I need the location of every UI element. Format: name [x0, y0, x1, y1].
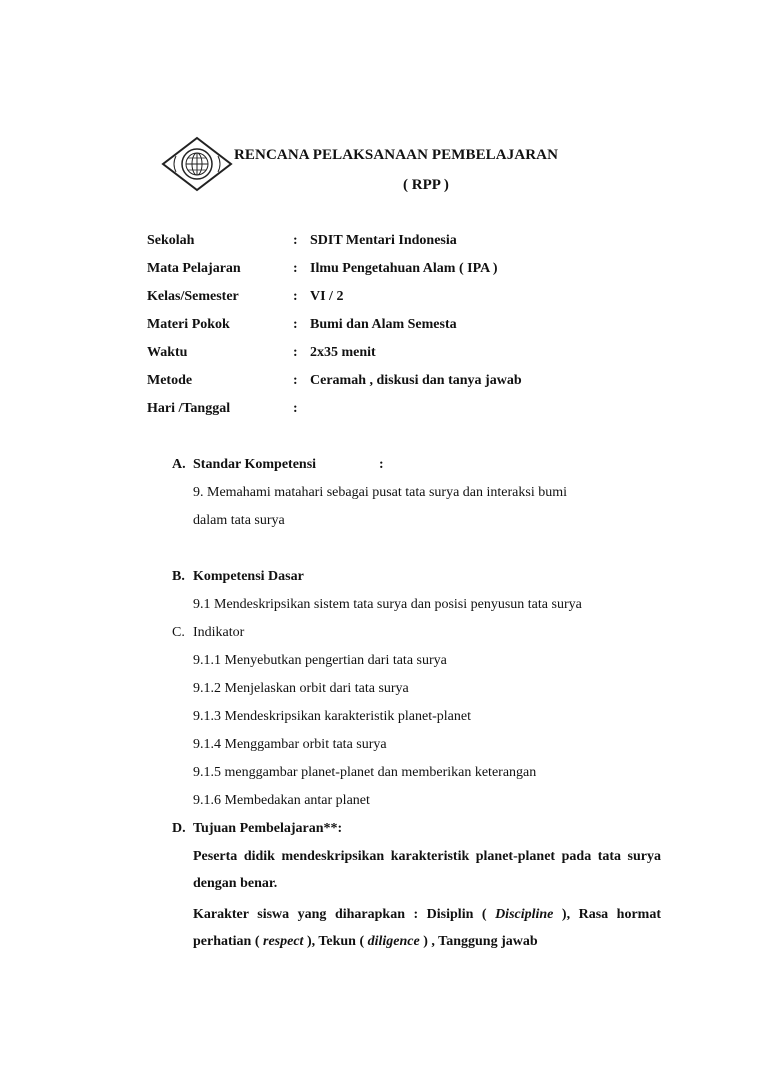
section-b-item: 9.1 Mendeskripsikan sistem tata surya dan posisi penyusun tata surya	[193, 597, 582, 612]
info-label: Sekolah	[147, 233, 195, 248]
karakter-paragraph	[193, 901, 661, 955]
section-c-letter: C.	[172, 625, 185, 640]
info-colon: :	[293, 345, 298, 360]
section-c-title: Indikator	[193, 625, 245, 640]
section-d-letter: D.	[172, 821, 186, 836]
karakter-text: ), Tekun (	[303, 934, 368, 949]
karakter-text: ) , Tanggung jawab	[419, 934, 538, 949]
karakter-term: respect	[263, 934, 304, 949]
section-a-line: 9. Memahami matahari sebagai pusat tata surya dan interaksi bumi	[193, 485, 567, 500]
indikator-item: 9.1.4 Menggambar orbit tata surya	[193, 737, 387, 752]
emblem-logo-icon	[160, 136, 234, 192]
info-colon: :	[293, 261, 298, 276]
section-b-title: Kompetensi Dasar	[193, 569, 304, 584]
indikator-item: 9.1.6 Membedakan antar planet	[193, 793, 370, 808]
section-d-title: Tujuan Pembelajaran**:	[193, 821, 343, 836]
info-value: Ilmu Pengetahuan Alam ( IPA )	[310, 261, 498, 276]
section-a-title: Standar Kompetensi	[193, 457, 317, 472]
info-label: Kelas/Semester	[147, 289, 239, 304]
document-title: RENCANA PELAKSANAAN PEMBELAJARAN	[234, 147, 559, 163]
indikator-item: 9.1.5 menggambar planet-planet dan memberikan keterangan	[193, 765, 537, 780]
indikator-item: 9.1.3 Mendeskripsikan karakteristik planet-planet	[193, 709, 471, 724]
info-label: Hari /Tanggal	[147, 401, 231, 416]
info-value: Bumi dan Alam Semesta	[310, 317, 457, 332]
document-subtitle: ( RPP )	[403, 177, 449, 193]
info-colon: :	[293, 401, 298, 416]
karakter-text: ), Rasa hormat perhatian (	[193, 907, 661, 949]
info-value: SDIT Mentari Indonesia	[310, 233, 457, 248]
section-a-line: dalam tata surya	[193, 513, 285, 528]
info-label: Mata Pelajaran	[147, 261, 241, 276]
section-a-colon: :	[379, 457, 384, 472]
info-colon: :	[293, 289, 298, 304]
karakter-term: diligence	[367, 934, 420, 949]
info-colon: :	[293, 317, 298, 332]
section-b-letter: B.	[172, 569, 185, 584]
section-a-letter: A.	[172, 457, 186, 472]
indikator-item: 9.1.2 Menjelaskan orbit dari tata surya	[193, 681, 409, 696]
indikator-item: 9.1.1 Menyebutkan pengertian dari tata surya	[193, 653, 447, 668]
info-value: 2x35 menit	[310, 345, 376, 360]
info-value: VI / 2	[310, 289, 344, 304]
info-value: Ceramah , diskusi dan tanya jawab	[310, 373, 522, 388]
info-label: Waktu	[147, 345, 188, 360]
karakter-term: Discipline	[495, 907, 554, 922]
karakter-text: Karakter siswa yang diharapkan : Disiplin (	[193, 907, 496, 922]
info-colon: :	[293, 233, 298, 248]
info-label: Metode	[147, 373, 193, 388]
tujuan-paragraph: Peserta didik mendeskripsikan karakteristik planet-planet pada tata surya dengan benar.	[193, 849, 661, 891]
info-label: Materi Pokok	[147, 317, 230, 332]
info-colon: :	[293, 373, 298, 388]
